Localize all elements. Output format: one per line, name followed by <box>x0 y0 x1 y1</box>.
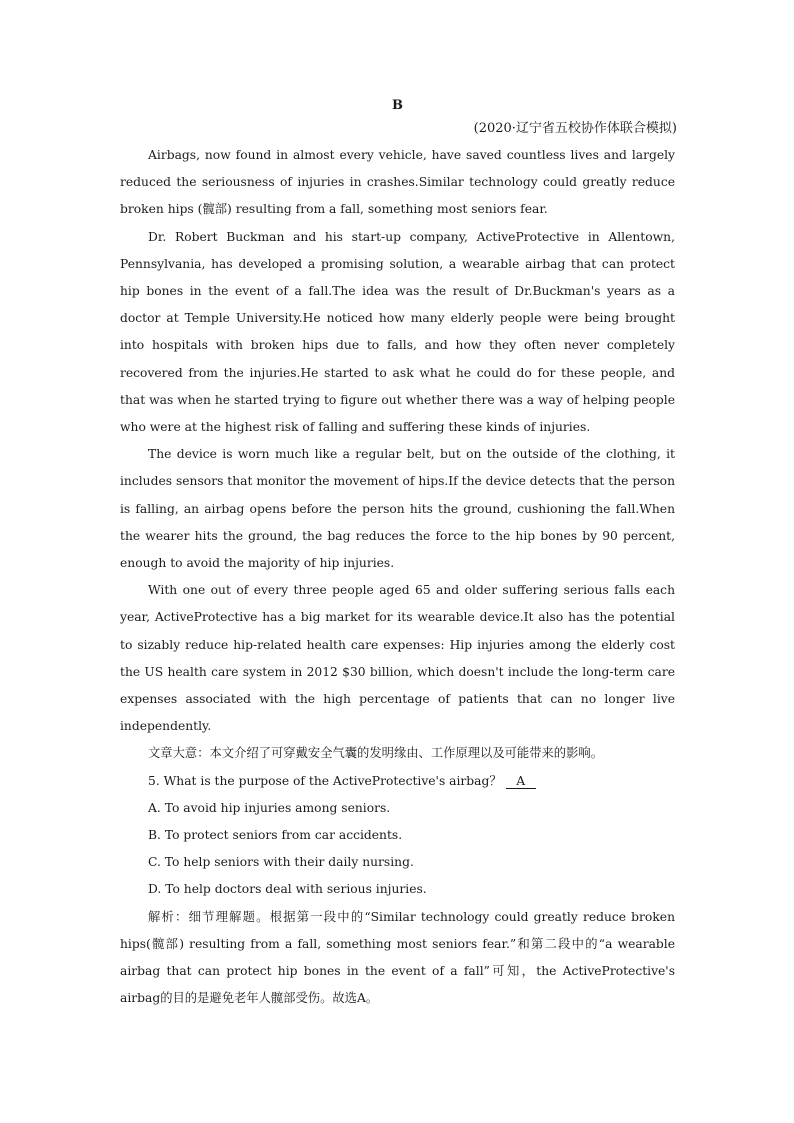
option-d: D. To help doctors deal with serious injuries. <box>148 882 427 897</box>
option-c: C. To help seniors with their daily nursing. <box>148 855 414 870</box>
question-stem-line <box>120 768 675 795</box>
source-citation: (2020·辽宁省五校协作体联合模拟) <box>473 121 677 136</box>
passage-paragraph-2: Dr. Robert Buckman and his start-up company, ActiveProtective in Allentown, Pennsylvania, has developed a promising solution, a wearable airbag that can protect hip bones in the event of a fall.The idea was the result of Dr.Buckman's years as a doctor at Temple University.He noticed how many elderly people were being brought into hospitals with broken hips due to falls, and how they often never completely recovered from the injuries.He started to ask what he could do for these people, and that was when he started trying to figure out whether there was a way of helping people who were at the highest risk of falling and suffering these kinds of injuries. <box>120 229 675 435</box>
analysis-text: 解析：细节理解题。根据第一段中的“Similar technology could greatly reduce broken hips(髋部) resulting from a fall, something most seniors fear.”和第二段中的“a wearable airbag that can protect hip bones in the event of a fall”可知，the ActiveProtective's airbag的目的是避免老年人髋部受伤。故选A。 <box>120 909 675 1006</box>
section-letter: B <box>392 98 403 113</box>
option-a: A. To avoid hip injuries among seniors. <box>148 800 391 815</box>
option-b: B. To protect seniors from car accidents. <box>148 828 403 843</box>
passage-paragraph-3: The device is worn much like a regular belt, but on the outside of the clothing, it includes sensors that monitor the movement of hips.If the device detects that the person is falling, an airbag opens before the person hits the ground, cushioning the fall.When the wearer hits the ground, the bag reduces the force to the hip bones by 90 percent, enough to avoid the majority of hip injuries. <box>120 447 675 571</box>
question-stem: 5. What is the purpose of the ActiveProtective's airbag？ <box>148 773 502 788</box>
passage-paragraph-4: With one out of every three people aged 65 and older suffering serious falls each year, ActiveProtective has a big market for its wearable device.It also has the potential to sizably reduce hip-related health care expenses: Hip injuries among the elderly cost the US health care system in 2012 $30 billion, which doesn't include the long-term care expenses associated with the high percentage of patients that can no longer live independently. <box>120 583 675 734</box>
passage-paragraph-1: Airbags, now found in almost every vehicle, have saved countless lives and largely reduced the seriousness of injuries in crashes.Similar technology could greatly reduce broken hips (髋部) resulting from a fall, something most seniors fear. <box>120 148 675 217</box>
summary-text: 文章大意：本文介绍了可穿戴安全气囊的发明缘由、工作原理以及可能带来的影响。 <box>148 746 603 761</box>
answer-blank: A <box>506 774 536 789</box>
document-page <box>120 96 675 1013</box>
